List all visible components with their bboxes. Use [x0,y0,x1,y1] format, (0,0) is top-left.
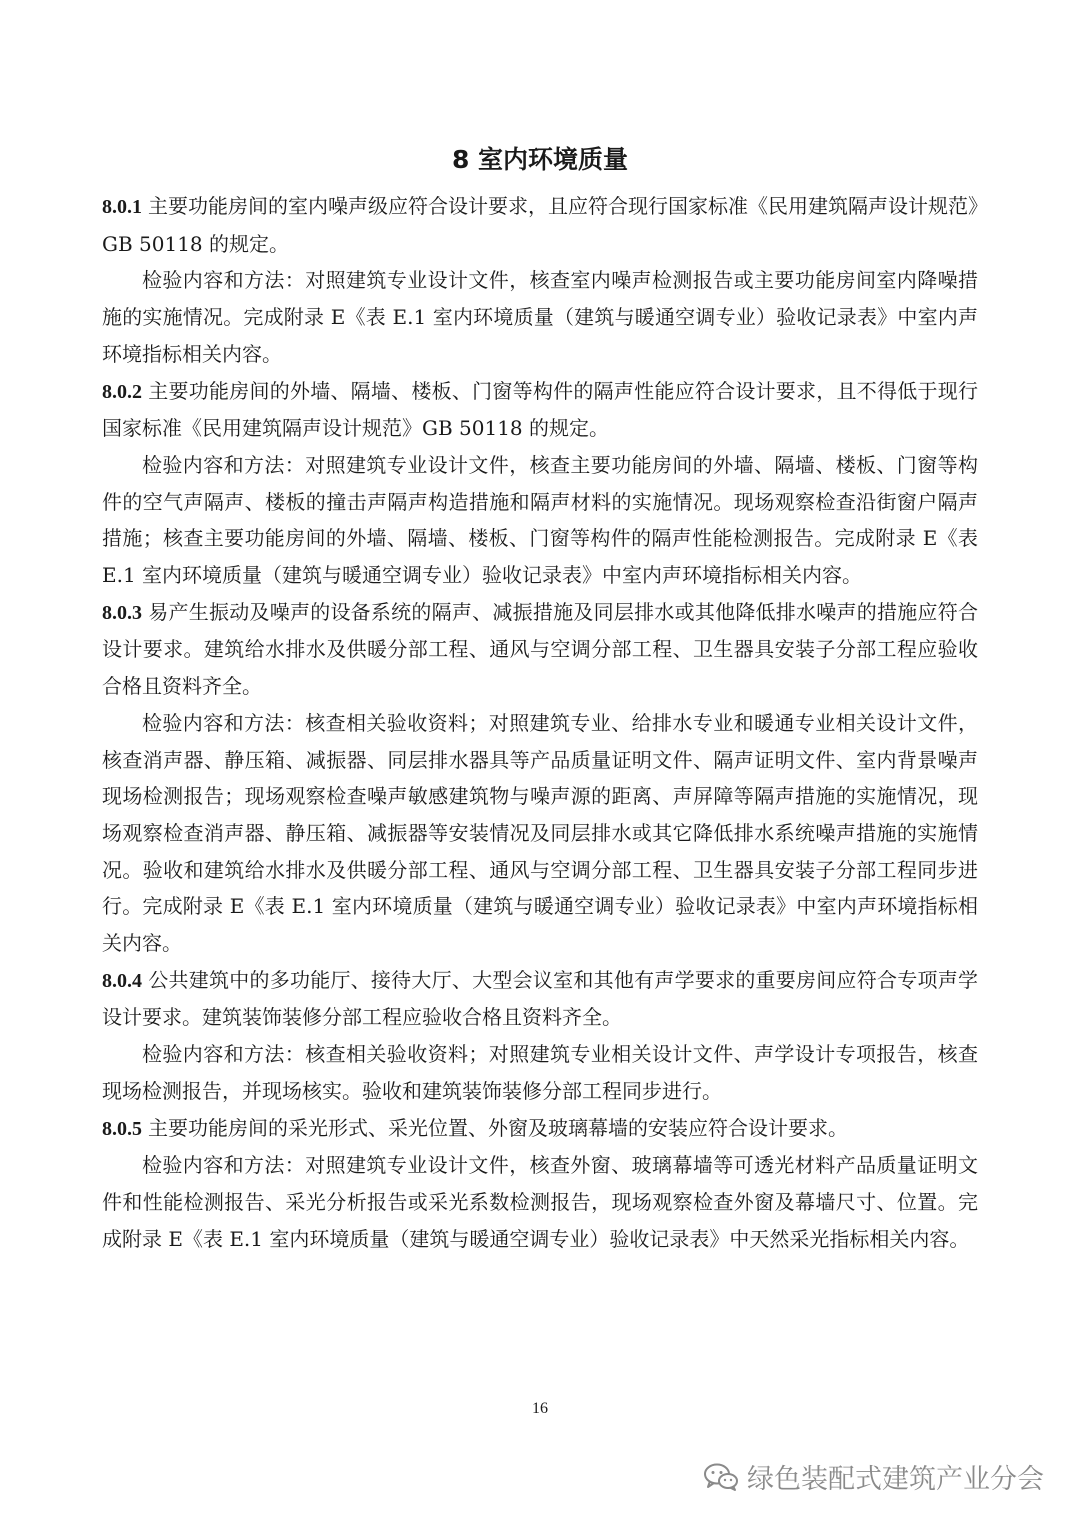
inspection-method: 检验内容和方法：核查相关验收资料；对照建筑专业、给排水专业和暖通专业相关设计文件，核查消声器、静压箱、减振器、同层排水器具等产品质量证明文件、隔声证明文件、室内背景噪声现场检测报告；现场观察检查噪声敏感建筑物与噪声源的距离、声屏障等隔声措施的实施情况，现场观察检查消声器、静压箱、减振器等安装情况及同层排水或其它降低排水系统噪声措施的实施情况。验收和建筑给水排水及供暖分部工程、通风与空调分部工程、卫生器具安装子分部工程同步进行。完成附录 E《表 E.1 室内环境质量（建筑与暖通空调专业）验收记录表》中室内声环境指标相关内容。 [102,710,978,956]
watermark-text: 绿色装配式建筑产业分会 [747,1464,1044,1495]
clause-8-0-5 [102,1110,978,1148]
document-page [102,140,978,1257]
clause-8-0-3 [102,594,978,705]
page-number: 16 [532,1400,548,1417]
clause-number: 8.0.4 [102,969,142,992]
inspection-method: 检验内容和方法：核查相关验收资料；对照建筑专业相关设计文件、声学设计专项报告，核查现场检测报告，并现场核实。验收和建筑装饰装修分部工程同步进行。 [102,1042,978,1103]
clause-8-0-1 [102,188,978,262]
inspection-method: 检验内容和方法：对照建筑专业设计文件，核查外窗、玻璃幕墙等可透光材料产品质量证明文件和性能检测报告、采光分析报告或采光系数检测报告，现场观察检查外窗及幕墙尺寸、位置。完成附录 E《表 E.1 室内环境质量（建筑与暖通空调专业）验收记录表》中天然采光指标相关内容。 [102,1153,978,1251]
clause-text: 易产生振动及噪声的设备系统的隔声、减振措施及同层排水或其他降低排水噪声的措施应符合设计要求。建筑给水排水及供暖分部工程、通风与空调分部工程、卫生器具安装子分部工程应验收合格且资料齐全。 [102,599,978,699]
clause-text: 主要功能房间的室内噪声级应符合设计要求，且应符合现行国家标准《民用建筑隔声设计规范》GB 50118 的规定。 [102,194,978,256]
clause-number: 8.0.1 [102,196,142,218]
chapter-title: 8 室内环境质量 [451,145,629,174]
clause-number: 8.0.2 [102,380,142,403]
clause-text: 主要功能房间的采光形式、采光位置、外窗及玻璃幕墙的安装应符合设计要求。 [148,1115,848,1140]
clause-text: 公共建筑中的多功能厅、接待大厅、大型会议室和其他有声学要求的重要房间应符合专项声学设计要求。建筑装饰装修分部工程应验收合格且资料齐全。 [102,967,978,1030]
clause-8-0-2 [102,373,978,447]
clause-number: 8.0.3 [102,601,142,624]
inspection-method: 检验内容和方法：对照建筑专业设计文件，核查主要功能房间的外墙、隔墙、楼板、门窗等构件的空气声隔声、楼板的撞击声隔声构造措施和隔声材料的实施情况。现场观察检查沿街窗户隔声措施；核查主要功能房间的外墙、隔墙、楼板、门窗等构件的隔声性能检测报告。完成附录 E《表 E.1 室内环境质量（建筑与暖通空调专业）验收记录表》中室内声环境指标相关内容。 [102,452,978,588]
inspection-method: 检验内容和方法：对照建筑专业设计文件，核查室内噪声检测报告或主要功能房间室内降噪措施的实施情况。完成附录 E《表 E.1 室内环境质量（建筑与暖通空调专业）验收记录表》中室内声环境指标相关内容。 [102,268,978,366]
wechat-icon [703,1462,739,1492]
clause-number: 8.0.5 [102,1117,142,1140]
clause-8-0-4 [102,962,978,1036]
clause-text: 主要功能房间的外墙、隔墙、楼板、门窗等构件的隔声性能应符合设计要求，且不得低于现行国家标准《民用建筑隔声设计规范》GB 50118 的规定。 [102,378,978,441]
watermark [703,1457,1044,1496]
